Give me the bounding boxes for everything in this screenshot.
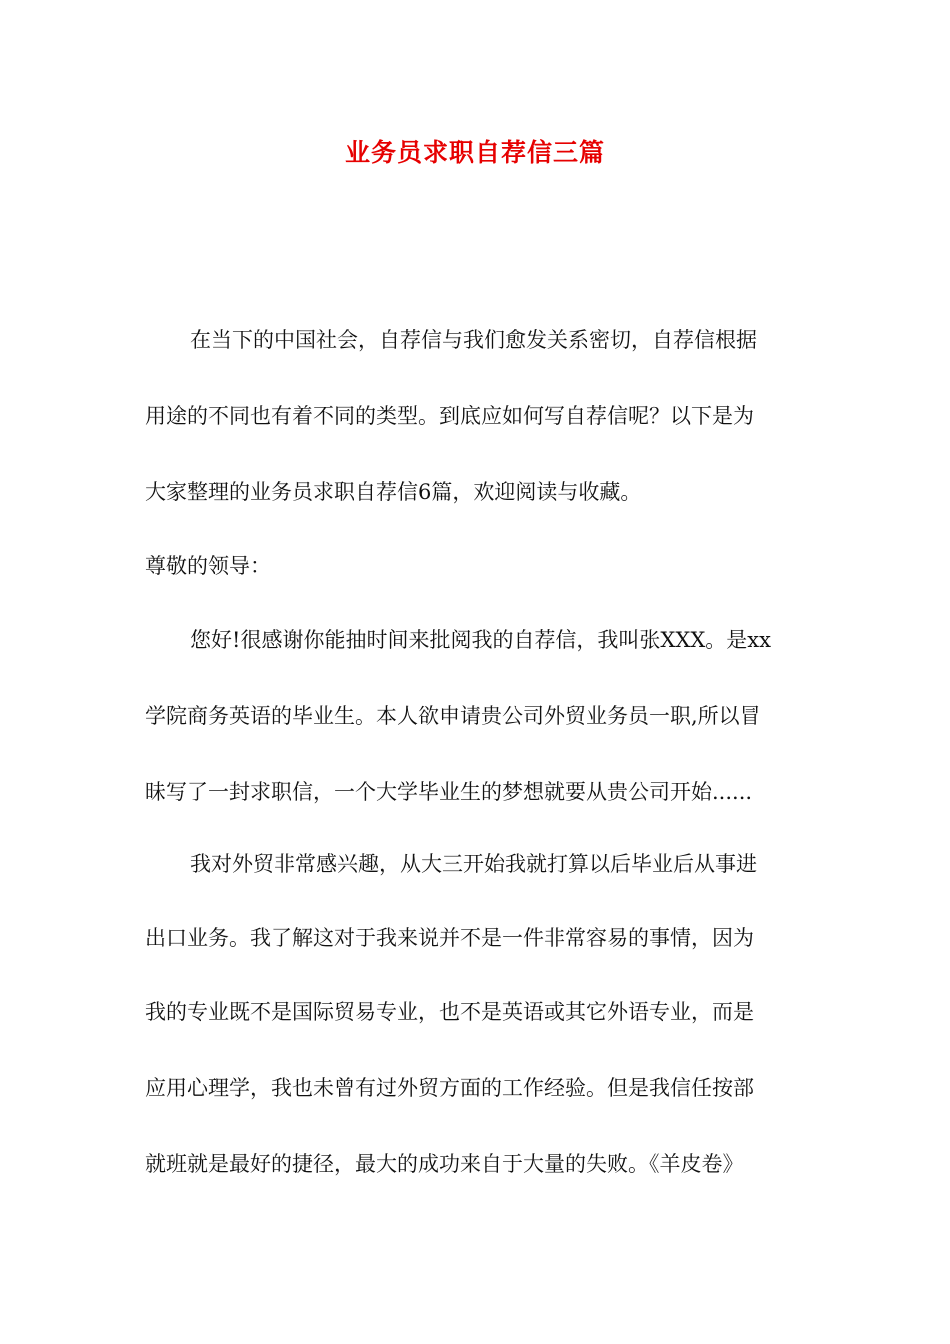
paragraph-line: 学院商务英语的毕业生。本人欲申请贵公司外贸业务员一职,所以冒 bbox=[145, 704, 761, 728]
paragraph-line: 用途的不同也有着不同的类型。到底应如何写自荐信呢？以下是为 bbox=[145, 404, 754, 428]
document-title: 业务员求职自荐信三篇 bbox=[344, 138, 605, 167]
paragraph-line: 我的专业既不是国际贸易专业，也不是英语或其它外语专业，而是 bbox=[145, 1000, 754, 1024]
paragraph-line: 应用心理学，我也未曾有过外贸方面的工作经验。但是我信任按部 bbox=[145, 1076, 754, 1100]
paragraph-line: 就班就是最好的捷径，最大的成功来自于大量的失败。《羊皮卷》 bbox=[145, 1152, 744, 1176]
paragraph-line: 您好!很感谢你能抽时间来批阅我的自荐信，我叫张XXX。是xx bbox=[190, 628, 771, 652]
paragraph-line: 大家整理的业务员求职自荐信6篇，欢迎阅读与收藏。 bbox=[145, 480, 642, 504]
paragraph-line: 我对外贸非常感兴趣，从大三开始我就打算以后毕业后从事进 bbox=[190, 852, 757, 876]
paragraph-line: 在当下的中国社会，自荐信与我们愈发关系密切，自荐信根据 bbox=[190, 328, 757, 352]
paragraph-line: 出口业务。我了解这对于我来说并不是一件非常容易的事情，因为 bbox=[145, 926, 754, 950]
salutation-line: 尊敬的领导： bbox=[145, 554, 271, 578]
paragraph-line: 昧写了一封求职信，一个大学毕业生的梦想就要从贵公司开始...... bbox=[145, 780, 753, 804]
